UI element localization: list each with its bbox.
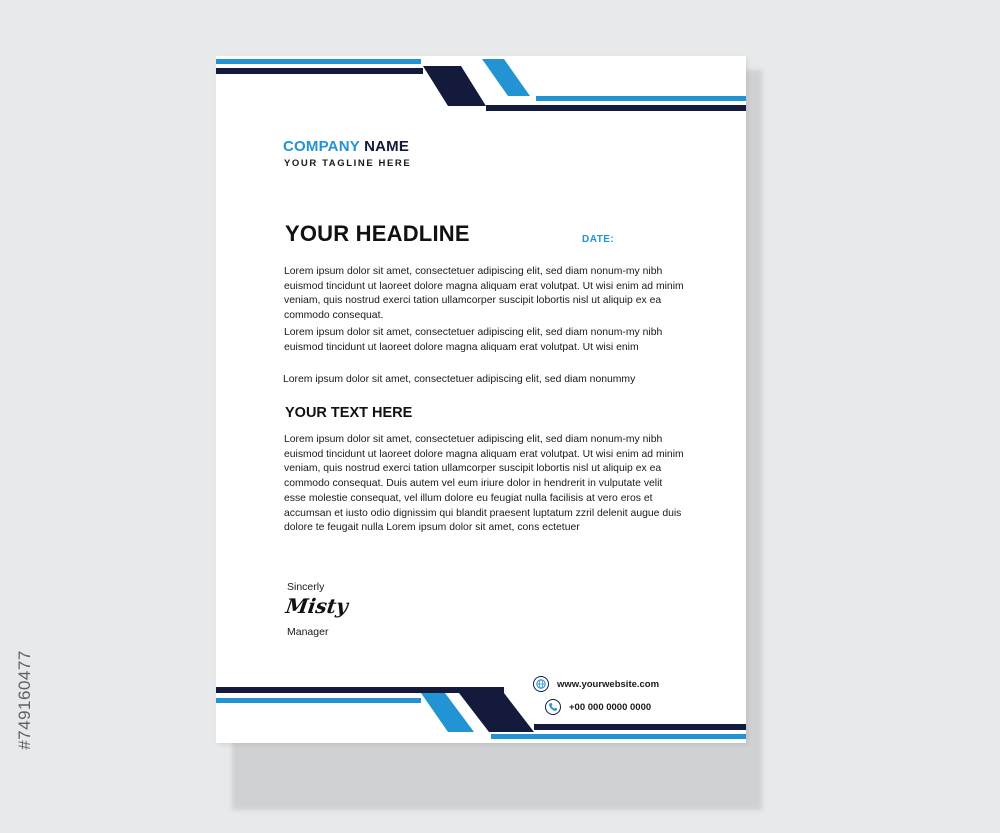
top-navy-bar-right — [486, 105, 746, 111]
body-paragraph-4: Lorem ipsum dolor sit amet, consectetuer adipiscing elit, sed diam nonum-my nibh euismod tincidunt ut laoreet dolore magna aliquam erat volutpat. Ut wisi enim ad minim veniam, quis nostrud exerci tation ullamcorper suscipit lobortis nisl ut aliquip ex ea commodo consequat. Duis autem vel eum iriure dolor in hendrerit in vulputate velit esse molestie consequat, vel illum dolore eu feugiat nulla facilisis at vero eros et accumsan et iusto odio dignissim qui blandit praesent luptatum zzril delenit augue duis dolore te feugait nulla Lorem ipsum dolor sit amet, cons ectetuer — [284, 434, 684, 534]
stock-id-label — [14, 600, 36, 800]
top-navy-slant — [423, 66, 486, 106]
top-blue-bar-left — [216, 59, 421, 64]
bottom-navy-bar-right — [534, 724, 746, 730]
section-subheading: YOUR TEXT HERE — [285, 405, 413, 421]
phone-text[interactable]: +00 000 0000 0000 — [569, 701, 652, 713]
company-tagline: YOUR TAGLINE HERE — [284, 158, 412, 169]
letterhead-page — [216, 56, 746, 743]
closing-text: Sincerly — [287, 581, 325, 593]
signature: Misty — [284, 594, 350, 618]
globe-icon — [533, 676, 549, 692]
letter-headline: YOUR HEADLINE — [285, 221, 470, 246]
website-row — [533, 676, 659, 692]
top-blue-bar-right — [536, 96, 746, 101]
body-paragraph-2: Lorem ipsum dolor sit amet, consectetuer adipiscing elit, sed diam nonum-my nibh euismod tincidunt ut laoreet dolore magna aliquam erat volutpat. Ut wisi enim — [284, 327, 663, 353]
body-paragraph-3: Lorem ipsum dolor sit amet, consectetuer adipiscing elit, sed diam nonummy — [283, 374, 636, 385]
company-name-part1: COMPANY — [283, 138, 360, 155]
top-navy-bar-left — [216, 68, 423, 74]
website-text[interactable]: www.yourwebsite.com — [557, 678, 660, 690]
header-decoration — [216, 56, 746, 116]
signer-title: Manager — [287, 626, 329, 638]
bottom-blue-bar-left — [216, 698, 421, 703]
company-name-part2: NAME — [364, 138, 410, 155]
footer-decoration — [216, 684, 746, 743]
company-name — [283, 138, 409, 155]
bottom-navy-slant — [459, 693, 534, 732]
phone-icon — [545, 699, 561, 715]
top-blue-slant — [482, 59, 530, 96]
body-paragraph-1: Lorem ipsum dolor sit amet, consectetuer adipiscing elit, sed diam nonum-my nibh euismod tincidunt ut laoreet dolore magna aliquam erat volutpat. Ut wisi enim ad minim veniam, quis nostrud exerci tation ullamcorper suscipit lobortis nisl ut aliquip ex ea commodo consequat. — [284, 266, 684, 322]
bottom-navy-bar-left — [216, 687, 504, 693]
bottom-blue-bar-right — [491, 734, 746, 739]
stock-id-text: #749160477 — [15, 650, 35, 750]
phone-row — [545, 699, 651, 715]
date-label: DATE: — [582, 234, 615, 245]
